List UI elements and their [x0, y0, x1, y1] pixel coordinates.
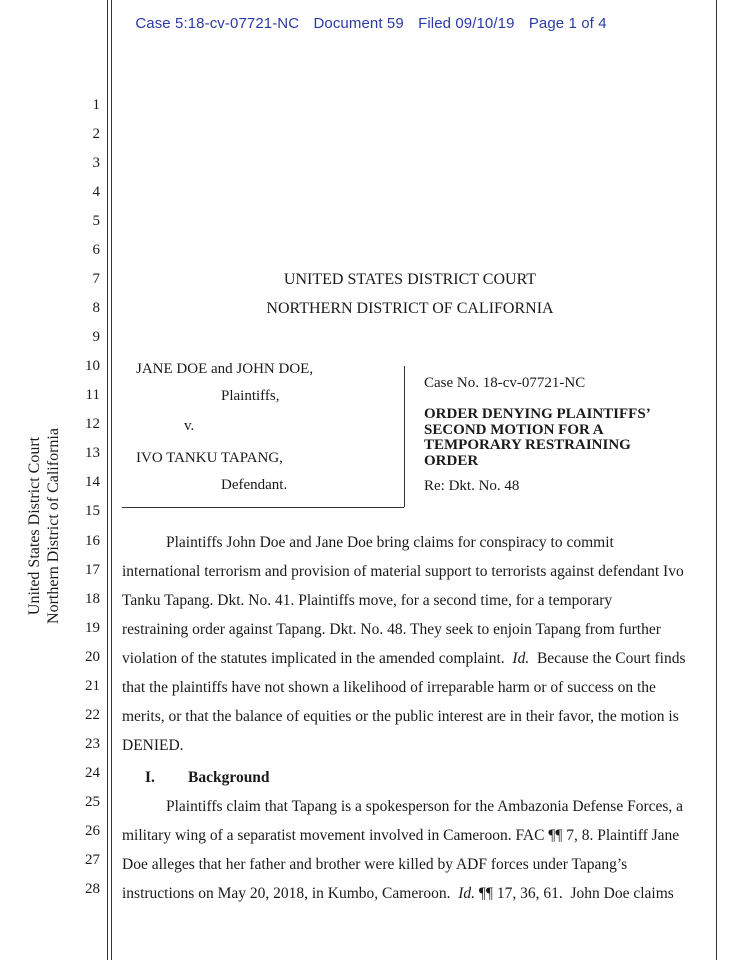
header-case-number: Case 5:18-cv-07721-NC [135, 15, 300, 32]
line-number: 17 [85, 562, 100, 578]
defendant-name: IVO TANKU TAPANG, [136, 450, 283, 466]
order-title-line: ORDER DENYING PLAINTIFFS’ [424, 406, 651, 422]
right-margin-rule [716, 0, 717, 960]
body-text: ¶¶ 17, 36, 61. John Doe claims [475, 885, 674, 902]
order-title-line: SECOND MOTION FOR A [424, 421, 604, 438]
order-title-line: ORDER [424, 452, 479, 469]
line-number: 15 [85, 503, 100, 519]
case-number: Case No. 18-cv-07721-NC [424, 375, 586, 391]
line-number: 5 [92, 213, 100, 229]
body-line: Doe alleges that her father and brother were killed by ADF forces under Tapang’s [122, 856, 628, 873]
court-title: UNITED STATES DISTRICT COURT [283, 271, 537, 288]
order-title [424, 407, 651, 469]
body-line [122, 885, 674, 903]
body-line: Tanku Tapang. Dkt. No. 41. Plaintiffs move, for a second time, for a temporary [122, 592, 613, 609]
defendant-label: Defendant. [221, 477, 288, 493]
line-number: 20 [85, 649, 100, 665]
body-line: Plaintiffs claim that Tapang is a spokesperson for the Ambazonia Defense Forces, a [166, 798, 684, 815]
line-number: 19 [85, 620, 100, 636]
body-line: international terrorism and provision of material support to terrorists against defendant Ivo [122, 563, 684, 580]
id-citation: Id. [458, 885, 476, 902]
body-line: that the plaintiffs have not shown a likelihood of irreparable harm or of success on the [122, 679, 656, 696]
header-page-number: Page 1 of 4 [528, 15, 607, 32]
line-number: 14 [85, 474, 100, 490]
line-number: 1 [92, 97, 100, 113]
line-number: 3 [92, 155, 100, 171]
line-number: 16 [85, 533, 100, 549]
line-number: 21 [85, 678, 100, 694]
sidebar-district-name: Northern District of California [45, 428, 62, 624]
line-number: 6 [92, 242, 100, 258]
line-number: 8 [92, 300, 100, 316]
line-number: 25 [85, 794, 100, 810]
section-number: I. [145, 769, 155, 786]
line-number: 13 [85, 445, 100, 461]
line-number: 28 [85, 881, 100, 897]
line-number: 22 [85, 707, 100, 723]
section-heading: Background [188, 769, 270, 786]
body-line: restraining order against Tapang. Dkt. No. 48. They seek to enjoin Tapang from further [122, 621, 661, 638]
body-line: military wing of a separatist movement involved in Cameroon. FAC ¶¶ 7, 8. Plaintiff Jane [122, 827, 680, 844]
caption-bottom-rule [122, 507, 404, 508]
plaintiffs-label: Plaintiffs, [221, 388, 280, 404]
body-text: instructions on May 20, 2018, in Kumbo, Cameroon. [122, 885, 459, 902]
body-text: Because the Court finds [529, 650, 686, 667]
line-number: 23 [85, 736, 100, 752]
left-margin-rule-inner [111, 0, 112, 960]
body-line: Plaintiffs John Doe and Jane Doe bring claims for conspiracy to commit [166, 534, 614, 551]
line-number: 7 [92, 271, 100, 287]
line-number: 24 [85, 765, 100, 781]
body-line: merits, or that the balance of equities or the public interest are in their favor, the motion is [122, 708, 679, 725]
line-number: 9 [92, 329, 100, 345]
court-sidebar-label [25, 396, 63, 656]
line-number: 12 [85, 416, 100, 432]
district-title: NORTHERN DISTRICT OF CALIFORNIA [266, 300, 554, 317]
versus-label: v. [184, 418, 195, 434]
line-number: 4 [92, 184, 100, 200]
id-citation: Id. [512, 650, 530, 667]
line-number: 27 [85, 852, 100, 868]
line-number: 10 [85, 358, 100, 374]
order-title-line: TEMPORARY RESTRAINING [424, 437, 631, 453]
header-filed-date: Filed 09/10/19 [418, 15, 515, 32]
body-line [122, 650, 685, 668]
plaintiffs-names: JANE DOE and JOHN DOE, [136, 361, 314, 377]
line-number: 11 [85, 387, 100, 403]
line-number: 18 [85, 591, 100, 607]
left-margin-rule [107, 0, 108, 960]
docket-reference: Re: Dkt. No. 48 [424, 478, 520, 494]
body-line: DENIED. [122, 737, 184, 754]
body-text: violation of the statutes implicated in the amended complaint. [122, 650, 513, 667]
line-number: 2 [92, 126, 100, 142]
line-number: 26 [85, 823, 100, 839]
caption-divider [404, 366, 405, 507]
header-document-number: Document 59 [313, 15, 404, 32]
sidebar-court-name: United States District Court [26, 436, 43, 616]
